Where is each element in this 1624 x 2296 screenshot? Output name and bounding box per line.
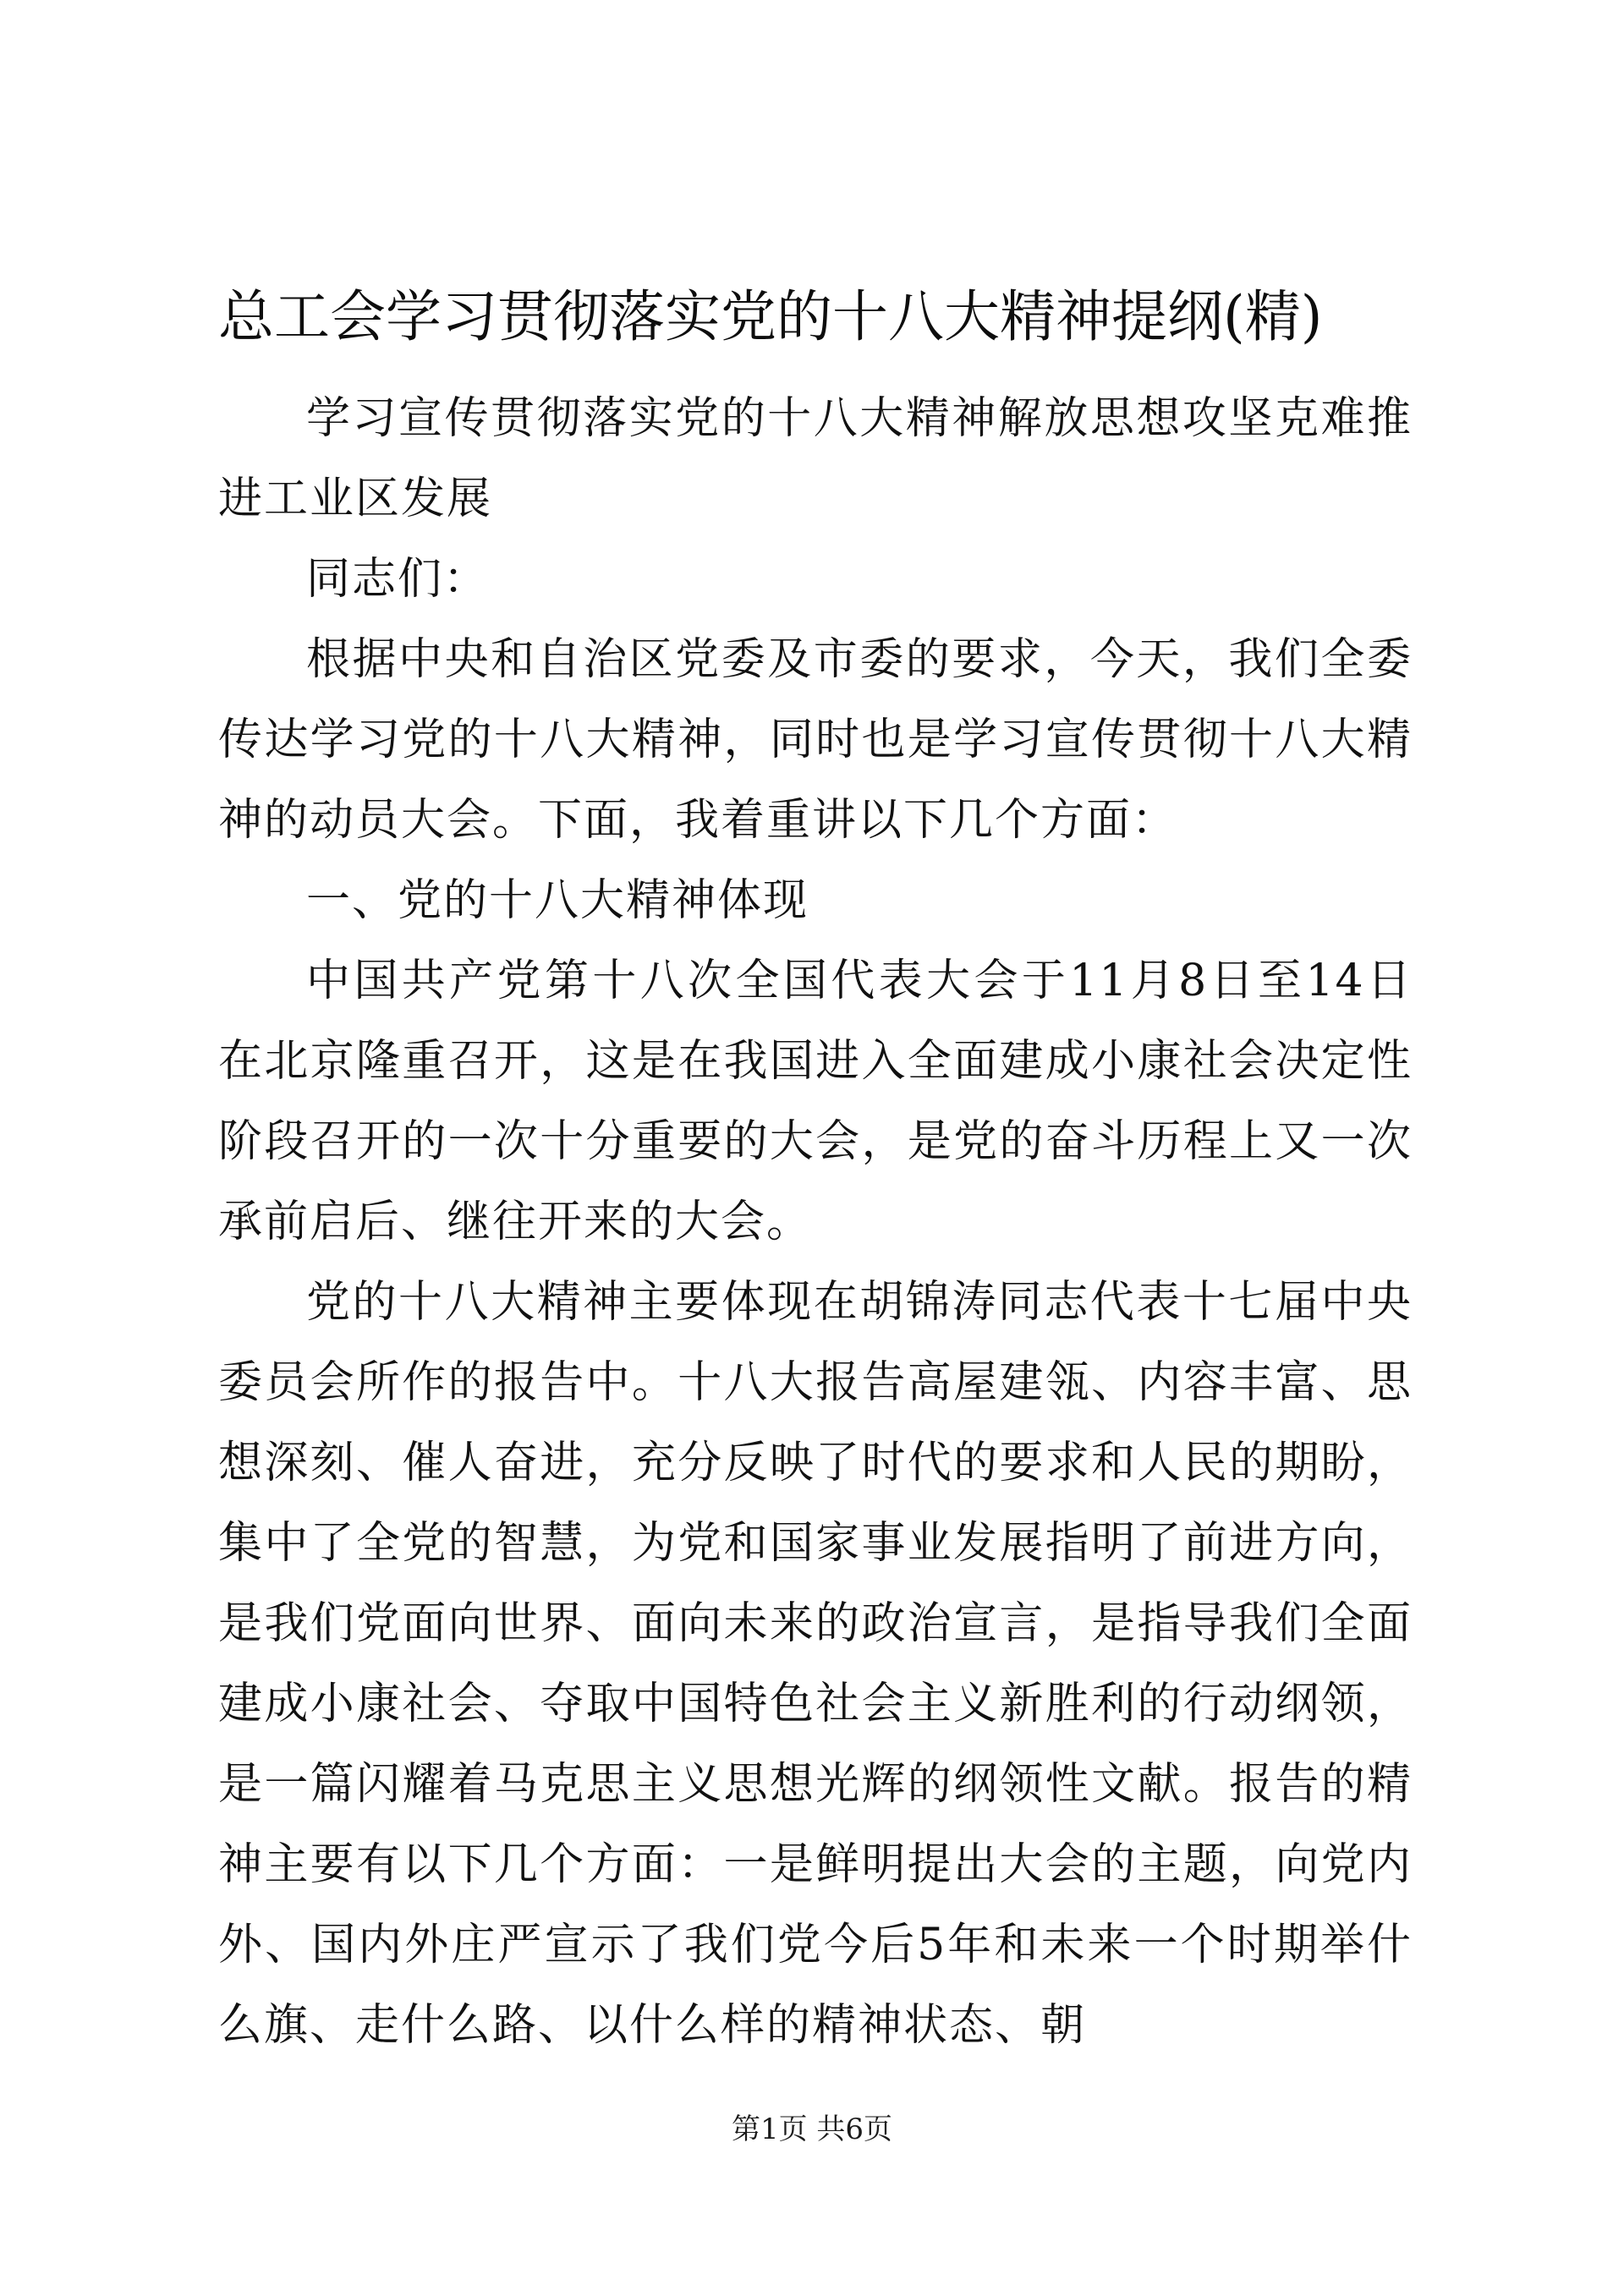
intro-paragraph: 根据中央和自治区党委及市委的要求，今天，我们全委传达学习党的十八大精神，同时也是学习宣传贯彻十八大精神的动员大会。下面，我着重讲以下几个方面： [218,634,1413,846]
body-paragraph: 中国共产党第十八次全国代表大会于11月8日至14日在北京隆重召开，这是在我国进入全面建成小康社会决定性阶段召开的一次十分重要的大会，是党的奋斗历程上又一次承前启后、继往开来的大会。 [218,956,1413,1247]
page-footer [0,2112,1624,2146]
body-paragraph: 党的十八大精神主要体现在胡锦涛同志代表十七届中央委员会所作的报告中。十八大报告高屋建瓴、内容丰富、思想深刻、催人奋进，充分反映了时代的要求和人民的期盼，集中了全党的智慧，为党和国家事业发展指明了前进方向，是我们党面向世界、面向未来的政治宣言，是指导我们全面建成小康社会、夺取中国特色社会主义新胜利的行动纲领，是一篇闪耀着马克思主义思想光辉的纲领性文献。报告的精神主要有以下几个方面：一是鲜明提出大会的主题，向党内外、国内外庄严宣示了我们党今后5年和未来一个时期举什么旗、走什么路、以什么样的精神状态、朝 [218,1277,1413,2051]
section-heading: 一、党的十八大精神体现 [306,875,809,926]
document-body [218,379,1413,2066]
subtitle-paragraph: 学习宣传贯彻落实党的十八大精神解放思想攻坚克难推进工业区发展 [218,393,1413,524]
page-number-indicator: 第1页 共6页 [731,2112,893,2146]
salutation-paragraph: 同志们： [306,554,490,605]
document-title: 总工会学习贯彻落实党的十八大精神提纲(精) [218,284,1323,349]
